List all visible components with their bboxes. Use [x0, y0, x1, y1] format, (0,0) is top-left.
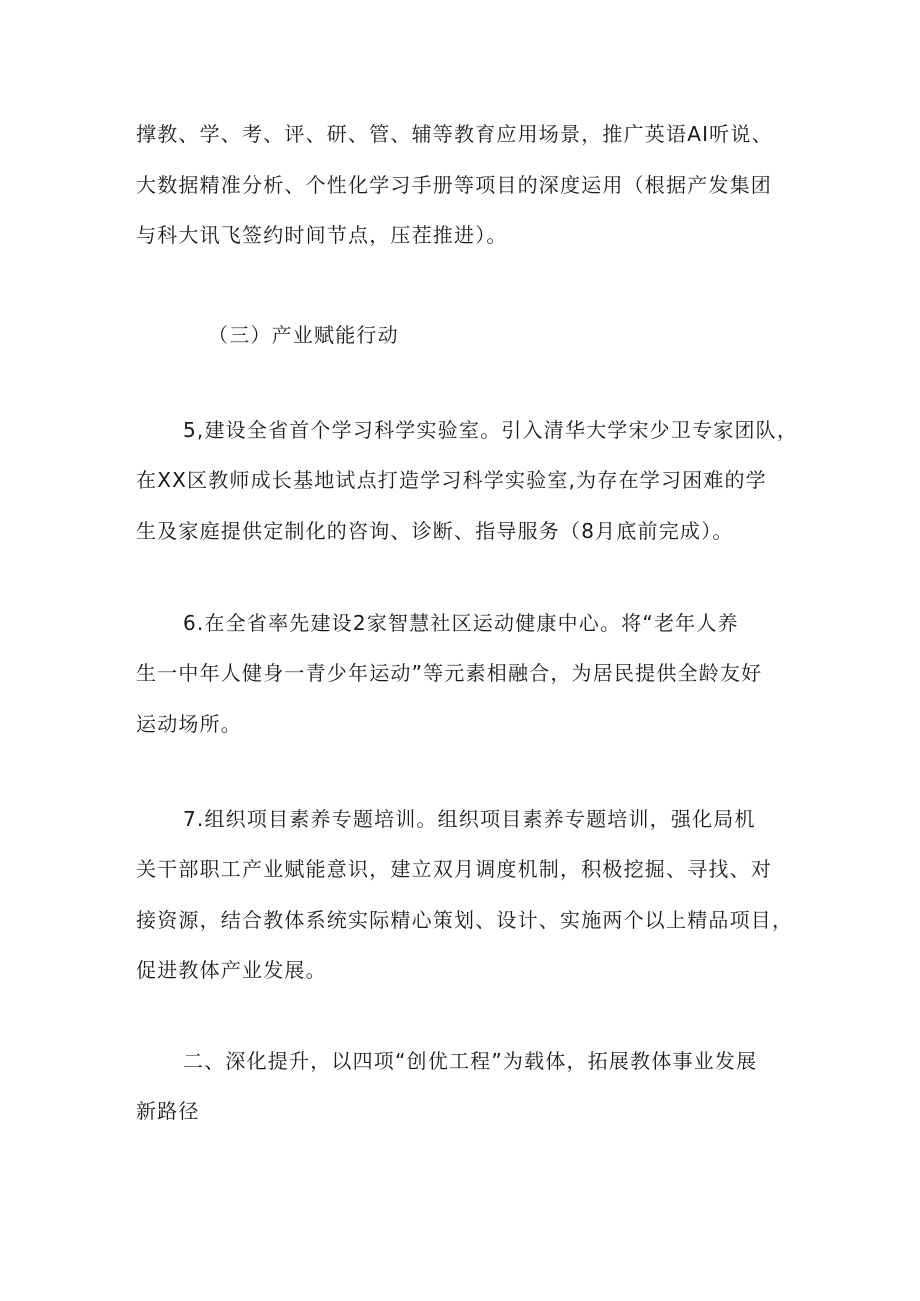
paragraph-line: 在XX区教师成长基地试点打造学习科学实验室,为存在学习困难的学: [136, 468, 767, 492]
paragraph-line: 与科大讯飞签约时间节点，压茬推进）。: [136, 223, 508, 247]
paragraph-line: 接资源，结合教体系统实际精心策划、设计、实施两个以上精品项目，: [136, 908, 794, 932]
paragraph-line: 生一中年人健身一青少年运动”等元素相融合，为居民提供全龄友好: [136, 661, 763, 685]
paragraph-line: 6.在全省率先建设2家智慧社区运动健康中心。将“老年人养: [183, 611, 739, 635]
paragraph-line: 7.组织项目素养专题培训。组织项目素养专题培训，强化局机: [183, 807, 756, 831]
paragraph-line: 撑教、学、考、评、研、管、辅等教育应用场景，推广英语AI听说、: [136, 122, 773, 146]
section-heading-continuation: 新路径: [136, 1099, 200, 1123]
paragraph-line: 关干部职工产业赋能意识，建立双月调度机制，积极挖掘、寻找、对: [136, 857, 772, 881]
section-heading: （三）产业赋能行动: [208, 323, 399, 347]
section-heading: 二、深化提升，以四项“创优工程”为载体，拓展教体事业发展: [183, 1049, 758, 1073]
paragraph-line: 生及家庭提供定制化的咨询、诊断、指导服务（8月底前完成）。: [136, 519, 734, 543]
paragraph-line: 运动场所。: [136, 712, 242, 736]
paragraph-line: 大数据精准分析、个性化学习手册等项目的深度运用（根据产发集团: [136, 173, 772, 197]
paragraph-line: 促进教体产业发展。: [136, 958, 327, 982]
paragraph-line: 5,建设全省首个学习科学实验室。引入清华大学宋少卫专家团队，: [183, 418, 799, 442]
